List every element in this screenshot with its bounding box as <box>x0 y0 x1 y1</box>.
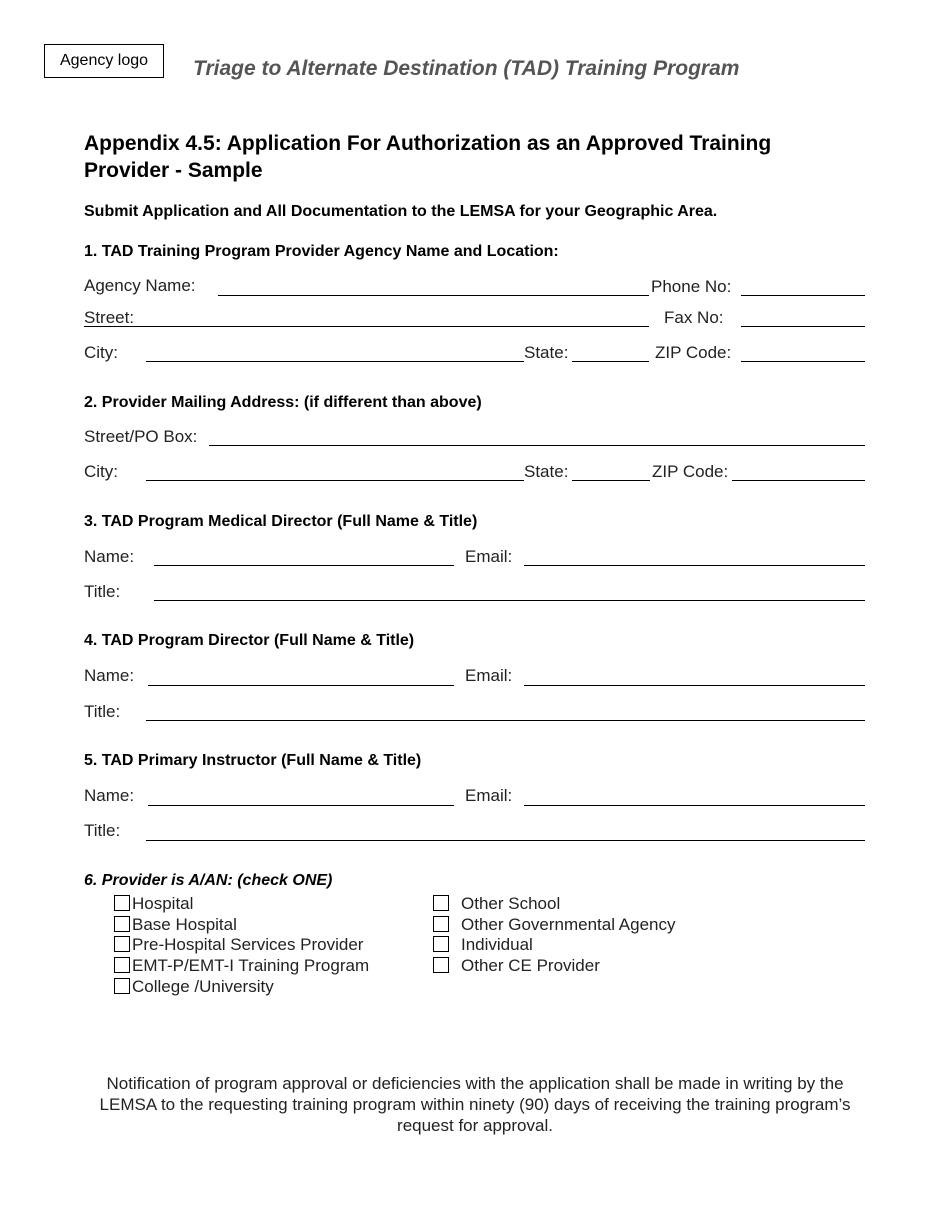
program-director-email-label: Email: <box>465 666 513 685</box>
option-label-base-hospital: Base Hospital <box>132 915 237 934</box>
program-director-title-label: Title: <box>84 702 121 721</box>
city-field[interactable] <box>146 361 524 362</box>
form-title <box>84 130 771 184</box>
agency-logo-placeholder: Agency logo <box>44 44 164 78</box>
med-director-title-label: Title: <box>84 582 121 601</box>
checkbox-emt-training[interactable] <box>114 957 130 973</box>
fax-field[interactable] <box>741 326 865 327</box>
med-director-name-field[interactable] <box>154 565 454 566</box>
section1-heading: 1. TAD Training Program Provider Agency Name and Location: <box>84 243 559 260</box>
zip-label: ZIP Code: <box>655 343 732 362</box>
section2-heading: 2. Provider Mailing Address: (if different than above) <box>84 394 482 411</box>
med-director-name-label: Name: <box>84 547 135 566</box>
option-label-other-ce-provider: Other CE Provider <box>461 956 600 975</box>
form-title-line1: Appendix 4.5: Application For Authorization as an Approved Training <box>84 132 772 155</box>
program-title: Triage to Alternate Destination (TAD) Training Program <box>193 57 740 80</box>
section3-heading: 3. TAD Program Medical Director (Full Name & Title) <box>84 513 478 530</box>
agency-name-field[interactable] <box>218 295 649 296</box>
mailing-city-field[interactable] <box>146 480 524 481</box>
checkbox-hospital[interactable] <box>114 895 130 911</box>
option-label-other-school: Other School <box>461 894 561 913</box>
fax-label: Fax No: <box>664 308 724 327</box>
med-director-email-field[interactable] <box>524 565 865 566</box>
instructor-name-field[interactable] <box>148 805 454 806</box>
footer-note: Notification of program approval or deficiencies with the application shall be made in writing by the LEMSA to the requesting training program within ninety (90) days of receiving the training program’s request for approval. <box>99 1074 851 1135</box>
checkbox-college[interactable] <box>114 978 130 994</box>
checkbox-other-school[interactable] <box>433 895 449 911</box>
instructor-title-field[interactable] <box>146 840 865 841</box>
checkbox-individual[interactable] <box>433 936 449 952</box>
submit-instruction: Submit Application and All Documentation to the LEMSA for your Geographic Area. <box>84 203 718 220</box>
checkbox-base-hospital[interactable] <box>114 916 130 932</box>
checkbox-other-gov-agency[interactable] <box>433 916 449 932</box>
option-label-other-gov-agency: Other Governmental Agency <box>461 915 676 934</box>
state-label: State: <box>524 343 569 362</box>
mailing-street-label: Street/PO Box: <box>84 427 198 446</box>
checkbox-pre-hospital[interactable] <box>114 936 130 952</box>
med-director-email-label: Email: <box>465 547 513 566</box>
option-label-hospital: Hospital <box>132 894 194 913</box>
program-director-title-field[interactable] <box>146 720 865 721</box>
mailing-street-field[interactable] <box>209 445 865 446</box>
street-field[interactable] <box>84 326 649 327</box>
form-title-line2: Provider - Sample <box>84 159 263 182</box>
instructor-email-label: Email: <box>465 786 513 805</box>
option-label-college: College /University <box>132 977 274 996</box>
mailing-state-field[interactable] <box>572 480 650 481</box>
program-director-email-field[interactable] <box>524 685 865 686</box>
instructor-email-field[interactable] <box>524 805 865 806</box>
option-label-individual: Individual <box>461 935 533 954</box>
mailing-state-label: State: <box>524 462 569 481</box>
section6-heading: 6. Provider is A/AN: (check ONE) <box>84 872 333 889</box>
option-label-pre-hospital: Pre-Hospital Services Provider <box>132 935 364 954</box>
mailing-zip-field[interactable] <box>732 480 865 481</box>
option-label-emt-training: EMT-P/EMT-I Training Program <box>132 956 370 975</box>
agency-name-label: Agency Name: <box>84 276 196 295</box>
mailing-zip-label: ZIP Code: <box>652 462 729 481</box>
phone-label: Phone No: <box>651 277 732 296</box>
checkbox-other-ce-provider[interactable] <box>433 957 449 973</box>
section4-heading: 4. TAD Program Director (Full Name & Title) <box>84 632 415 649</box>
instructor-title-label: Title: <box>84 821 121 840</box>
instructor-name-label: Name: <box>84 786 135 805</box>
program-director-name-field[interactable] <box>148 685 454 686</box>
state-field[interactable] <box>572 361 649 362</box>
city-label: City: <box>84 343 118 362</box>
phone-field[interactable] <box>741 295 865 296</box>
zip-field[interactable] <box>741 361 865 362</box>
mailing-city-label: City: <box>84 462 118 481</box>
med-director-title-field[interactable] <box>154 600 865 601</box>
street-label: Street: <box>84 308 135 327</box>
section5-heading: 5. TAD Primary Instructor (Full Name & Title) <box>84 752 422 769</box>
program-director-name-label: Name: <box>84 666 135 685</box>
